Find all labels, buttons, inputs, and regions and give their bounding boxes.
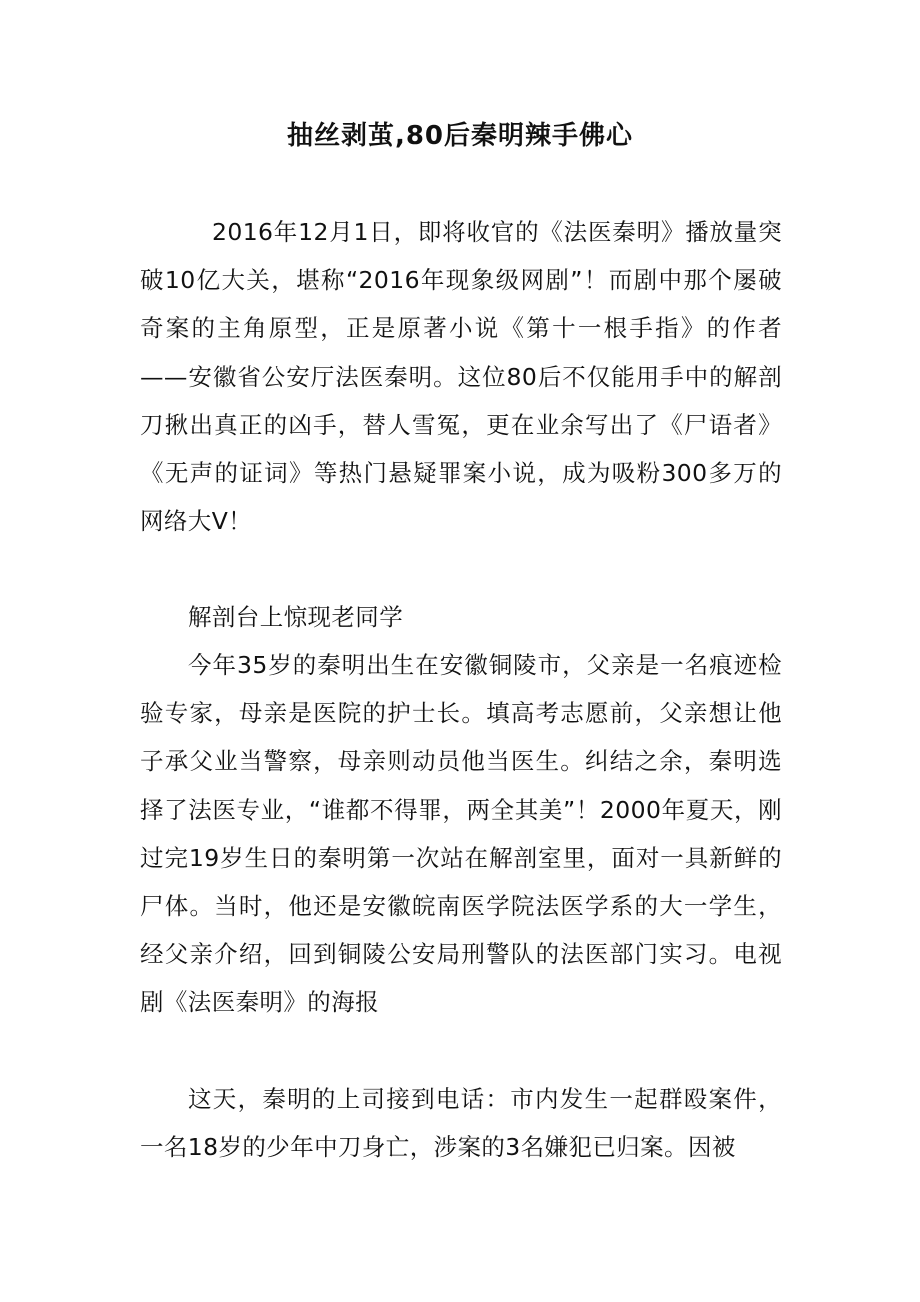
intro-paragraph: 2016年12月1日，即将收官的《法医秦明》播放量突破10亿大关，堪称“2016年现象级网剧”！而剧中那个屡破奇案的主角原型，正是原著小说《第十一根手指》的作者——安徽省公安厅法医秦明。这位80后不仅能用手中的解剖刀揪出真正的凶手，替人雪冤，更在业余写出了《尸语者》《无声的证词》等热门悬疑罪案小说，成为吸粉300多万的网络大V！	[140, 218, 782, 536]
body-paragraph-2: 这天，秦明的上司接到电话：市内发生一起群殴案件，一名18岁的少年中刀身亡，涉案的3名嫌犯已归案。因被	[140, 1085, 782, 1162]
article-title: 抽丝剥茧,80后秦明辣手佛心	[286, 121, 634, 151]
section-heading: 解剖台上惊现老同学	[188, 603, 404, 631]
body-paragraph-1: 今年35岁的秦明出生在安徽铜陵市，父亲是一名痕迹检验专家，母亲是医院的护士长。填高考志愿前，父亲想让他子承父业当警察，母亲则动员他当医生。纠结之余，秦明选择了法医专业，“谁都不得罪，两全其美”！2000年夏天，刚过完19岁生日的秦明第一次站在解剖室里，面对一具新鲜的尸体。当时，他还是安徽皖南医学院法医学系的大一学生，经父亲介绍，回到铜陵公安局刑警队的法医部门实习。电视剧《法医秦明》的海报	[140, 651, 782, 1017]
